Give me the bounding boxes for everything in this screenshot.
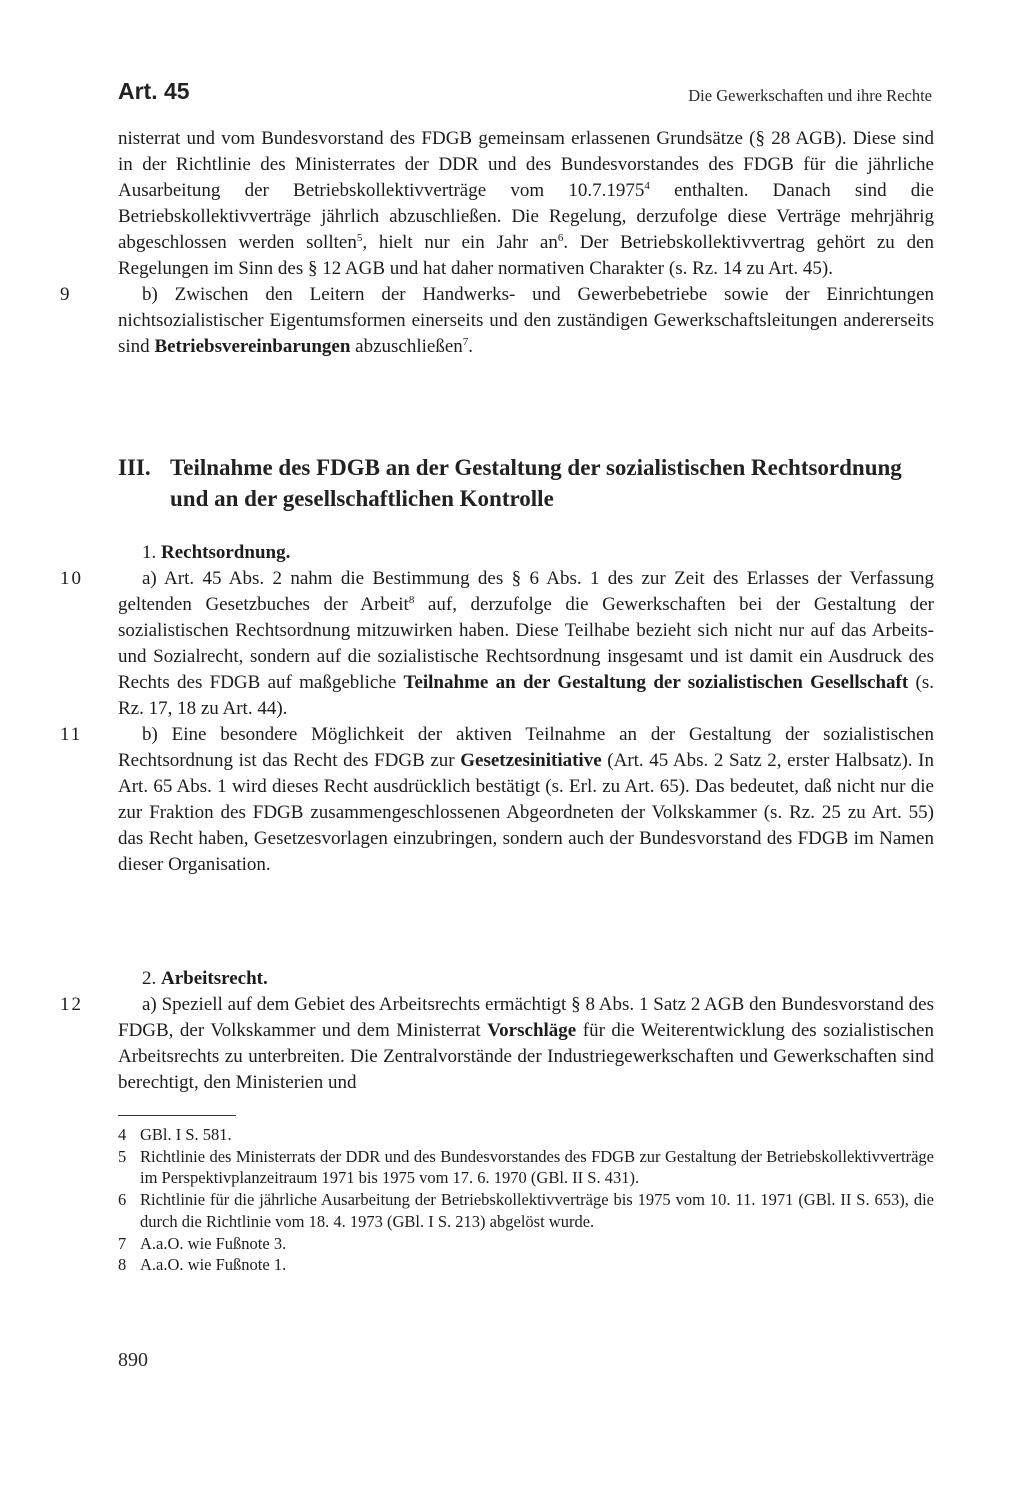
article-label: Art. 45 [118,78,190,104]
footnote-7: 7 A.a.O. wie Fußnote 3. [118,1233,287,1253]
body-block-2 [60,540,934,878]
bold-term: Gesetzesinitiative [460,750,602,771]
bold-term: Vorschläge [487,1020,577,1041]
paragraph-10: 10 a) Art. 45 Abs. 2 nahm die Bestimmung des § 6 Abs. 1 des zur Zeit des Erlasses der Verfassung geltenden Gesetzbuches der Arbeit$^8$ auf, derzufolge die Gewerkschaften bei der Gestaltung der sozialistischen Rechtsordnung mitzuwirken haben. Diese Teilhabe bezieht sich nicht nur auf das Arbeits- und Sozialrecht, sondern auf die sozialistische Rechtsordnung insgesamt und ist damit ein Ausdruck des Rechts des FDGB auf maßgebliche Teilnahme an der Gestaltung der sozialistischen Gesellschaft (s. Rz. 17, 18 zu Art. 44). [60,568,934,719]
footnotes [118,1124,934,1276]
bold-term: Betriebsvereinbarungen [154,336,351,357]
margin-number-9: 9 [60,284,72,305]
subheading-2: 2. Arbeitsrecht. [142,968,268,989]
margin-number-11: 11 [60,724,83,745]
footnote-6: 6 Richtlinie für die jährliche Ausarbeitung der Betriebskollektivverträge bis 1975 vom 10. 11. 1971 (GBl. II S. 653), die durch die Richtlinie vom 18. 4. 1973 (GBl. I S. 213) abgelöst wurde. [118,1190,934,1231]
body-block-3 [60,966,934,1096]
margin-number-12: 12 [60,994,83,1015]
paragraph-11: 11 b) Eine besondere Möglichkeit der aktiven Teilnahme an der Gestaltung der sozialistischen Rechtsordnung ist das Recht des FDGB zur Gesetzesinitiative (Art. 45 Abs. 2 Satz 2, erster Halbsatz). In Art. 65 Abs. 1 wird dieses Recht ausdrücklich bestätigt (s. Erl. zu Art. 65). Das bedeutet, daß nicht nur die zur Fraktion des FDGB zusammengeschlossenen Abgeordneten der Volkskammer (s. Rz. 25 zu Art. 55) das Recht haben, Gesetzesvorlagen einzubringen, sondern auch der Bundesvorstand des FDGB im Namen dieser Organisation. [60,724,934,875]
footnote-separator [118,1115,236,1116]
paragraph-12: 12 a) Speziell auf dem Gebiet des Arbeitsrechts ermächtigt § 8 Abs. 1 Satz 2 AGB den Bundesvorstand des FDGB, der Volkskammer und dem Ministerrat Vorschläge für die Weiterentwicklung des sozialistischen Arbeitsrechts zu unterbreiten. Die Zentralvorstände der Industriegewerkschaften und Gewerkschaften sind berechtigt, den Ministerien und [60,994,934,1093]
footnote-ref-5[interactable]: 5 [356,232,363,244]
footnote-5: 5 Richtlinie des Ministerrats der DDR und des Bundesvorstandes des FDGB zur Gestaltung der Betriebskollektivverträge im Perspektivplanzeitraum 1971 bis 1975 vom 17. 6. 1970 (GBl. II S. 431). [118,1146,934,1188]
paragraph-8-continued: nisterrat und vom Bundesvorstand des FDGB gemeinsam erlassenen Grundsätze (§ 28 AGB). Diese sind in der Richtlinie des Ministerrates der DDR und des Bundesvorstandes des FDGB für die jährliche Ausarbeitung der Betriebskollektivverträge vom 10.7.1975$^4$ enthalten. Danach sind die Betriebskollektivverträge jährlich abzuschließen. Die Regelung, derzufolge diese Verträge mehrjährig abgeschlossen werden sollten$^5$, hielt nur ein Jahr $an^6$. Der Betriebskollektivvertrag gehört zu den Regelungen im Sinn des § 12 AGB und hat daher normativen Charakter (s. Rz. 14 zu Art. 45). [118,128,935,279]
subheading-1: 1. Rechtsordnung. [142,542,291,563]
footnote-8: 8 A.a.O. wie Fußnote 1. [118,1255,287,1275]
paragraph-9: 9 b) Zwischen den Leitern der Handwerks- und Gewerbebetriebe sowie der Einrichtungen nichtsozialistischer Eigentumsformen einerseits und den zuständigen Gewerkschaftsleitungen andererseits sind Betriebsvereinbarungen abzuschließen$^7$. [60,284,934,357]
section-heading-text: Teilnahme des FDGB an der Gestaltung der sozialistischen Rechtsordnung und an der gesellschaftlichen Kontrolle [170,455,902,511]
margin-number-10: 10 [60,568,83,589]
footnote-ref-6[interactable]: 6 [557,232,564,244]
footnote-ref-4[interactable]: 4 [644,180,650,192]
running-head: Die Gewerkschaften und ihre Rechte [688,86,932,105]
footnote-ref-7[interactable]: 7 [462,336,469,348]
footnote-4: 4 GBl. I S. 581. [118,1125,232,1144]
section-heading [118,452,934,514]
body-block-1 [60,126,935,360]
section-heading-number: III. [118,455,151,480]
bold-term: Teilnahme an der Gestaltung der sozialistischen Gesellschaft [403,672,909,693]
page-number: 890 [118,1349,148,1371]
footnote-ref-8[interactable]: 8 [408,594,415,606]
